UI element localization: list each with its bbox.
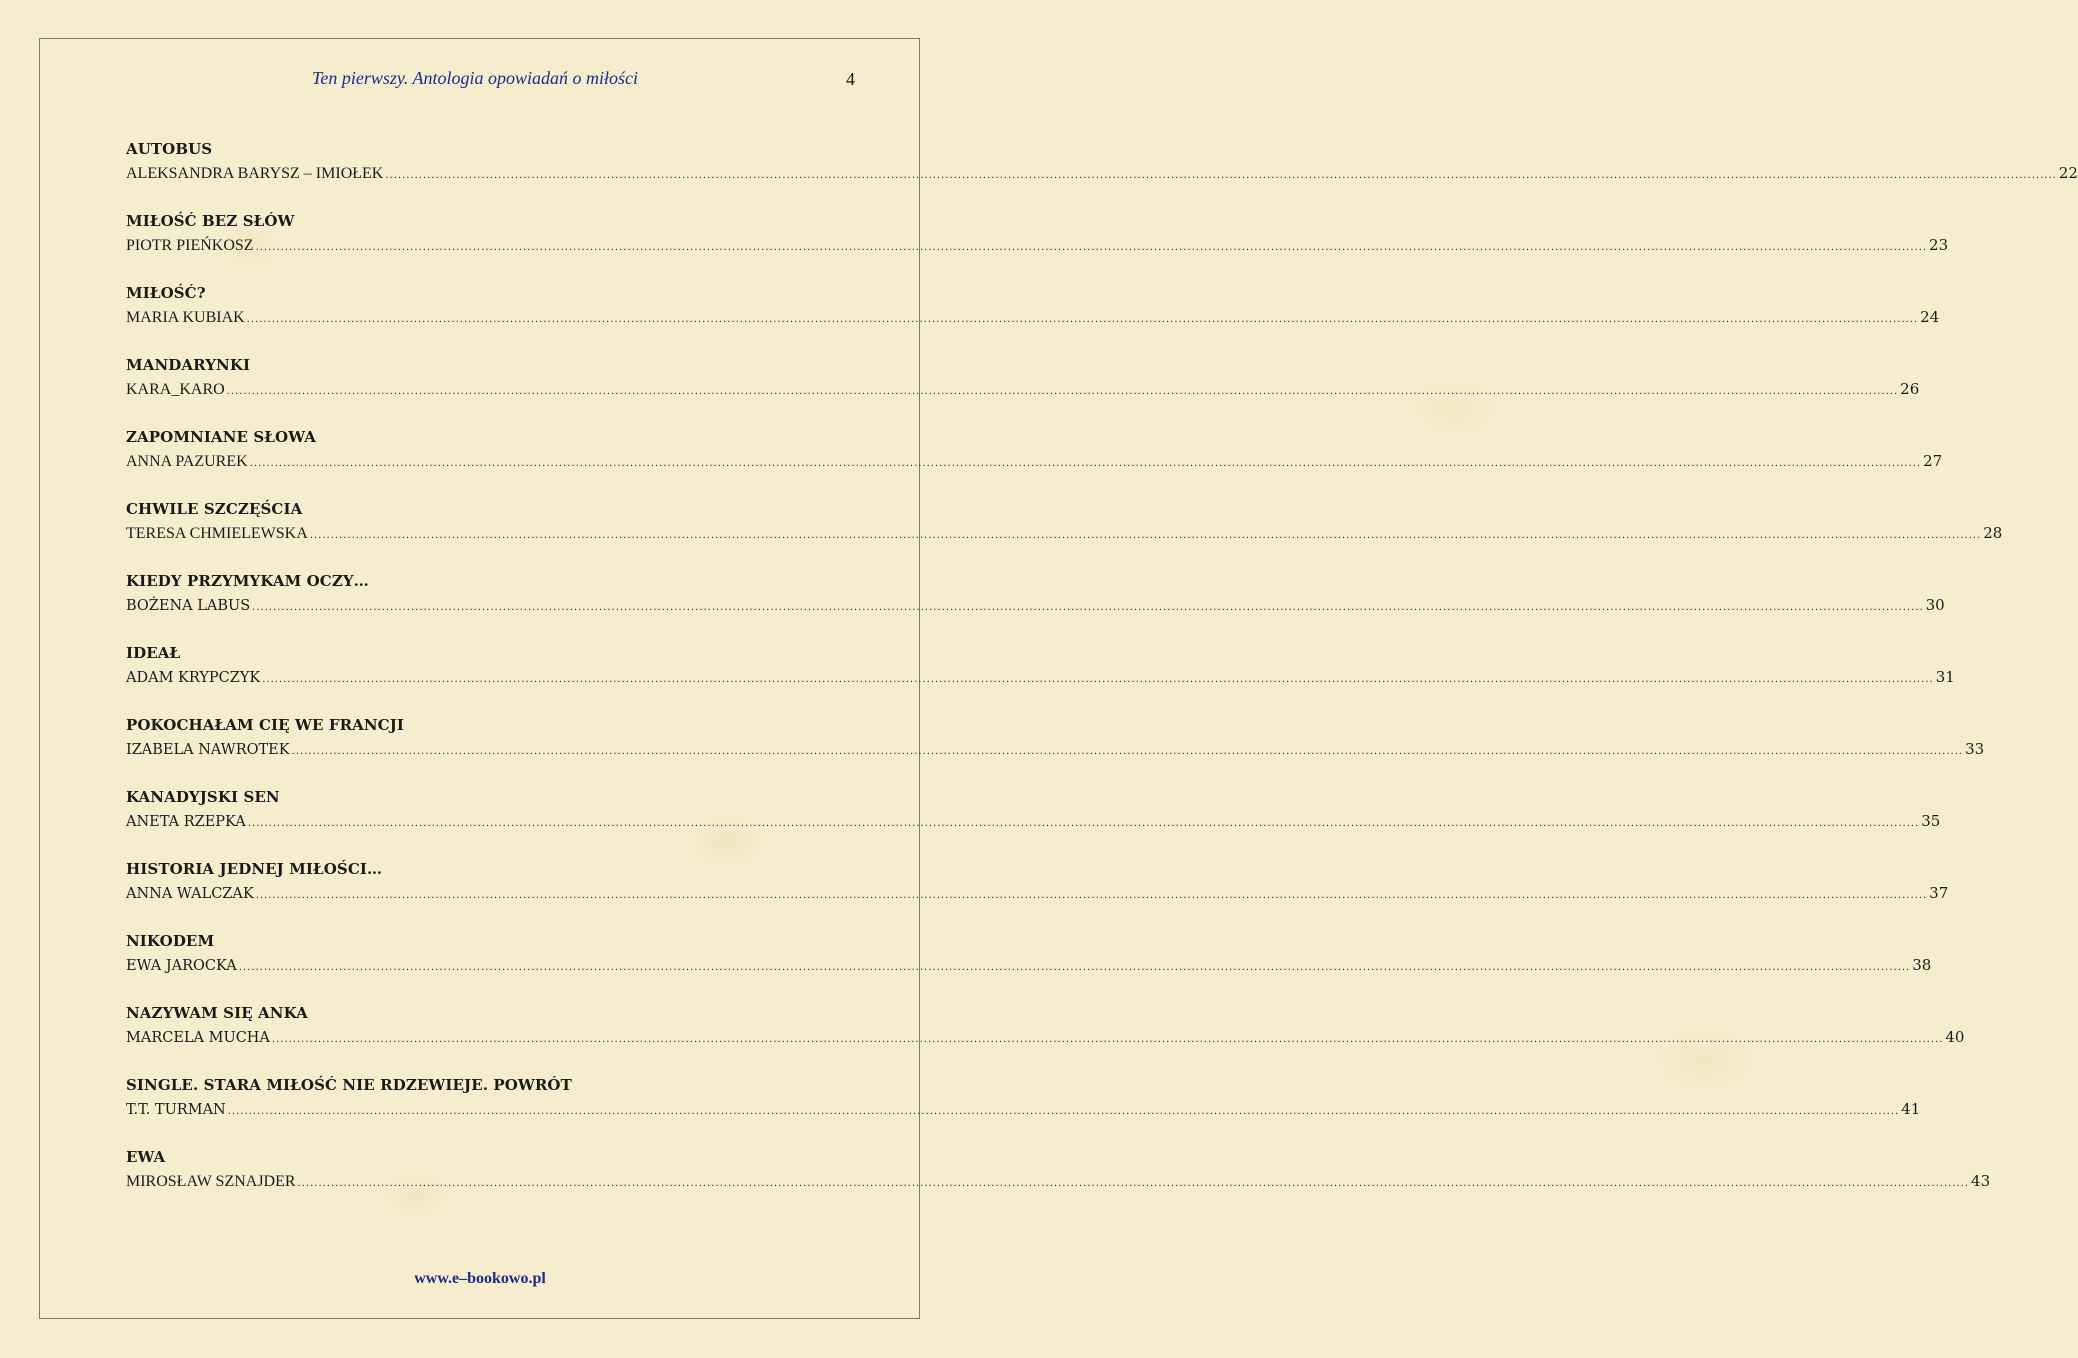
footer-website[interactable]: www.e–bookowo.pl: [414, 1270, 546, 1287]
toc-entry-title: NIKODEM: [126, 932, 215, 950]
toc-entry-page: 27: [1923, 452, 1943, 470]
toc-entry[interactable]: [126, 713, 1985, 785]
toc-entry-title: AUTOBUS: [126, 140, 213, 158]
toc-entry-title: MIŁOŚĆ?: [126, 284, 206, 302]
toc-entry-page: 38: [1912, 956, 1932, 974]
toc-entry-title: KANADYJSKI SEN: [126, 788, 280, 806]
toc-entry-page: 30: [1925, 596, 1945, 614]
toc-entry-page: 28: [1983, 524, 2003, 542]
toc-entry-title: EWA: [126, 1148, 166, 1166]
dot-leader: ................................................................................................................................................................................................................................................................................................................................................................................................................: [271, 1034, 1944, 1045]
toc-entry[interactable]: [126, 137, 2078, 209]
toc-entry[interactable]: [126, 1001, 1965, 1073]
page-number: 4: [846, 69, 855, 89]
toc-entry[interactable]: [126, 569, 1945, 641]
toc-entry-title: MANDARYNKI: [126, 356, 251, 374]
toc-entry[interactable]: [126, 281, 1940, 353]
toc-entry-page: 23: [1929, 236, 1949, 254]
toc-entry-title: HISTORIA JEDNEJ MIŁOŚCI…: [126, 860, 383, 878]
toc-entry-author: TERESA CHMIELEWSKA: [126, 525, 308, 542]
dot-leader: ................................................................................................................................................................................................................................................................................................................................................................................................................: [238, 962, 1911, 973]
toc-entry-page: 24: [1920, 308, 1940, 326]
toc-entry-page: 35: [1921, 812, 1941, 830]
toc-entry-page: 37: [1929, 884, 1949, 902]
toc-entry-page: 43: [1971, 1172, 1991, 1190]
toc-entry-author: ANNA WALCZAK: [126, 886, 254, 902]
toc-entry-title: SINGLE. STARA MIŁOŚĆ NIE RDZEWIEJE. POWRÓT: [126, 1076, 572, 1094]
toc-entry-author: BOŻENA LABUS: [126, 598, 251, 614]
toc-entry-title: KIEDY PRZYMYKAM OCZY…: [126, 572, 369, 590]
toc-entry[interactable]: [126, 1145, 1991, 1217]
toc-entry-author: PIOTR PIEŃKOSZ: [126, 237, 254, 254]
toc-entry[interactable]: [126, 209, 1949, 281]
dot-leader: ................................................................................................................................................................................................................................................................................................................................................................................................................: [255, 890, 1928, 901]
toc-entry-page: 41: [1901, 1100, 1921, 1118]
toc-entry-author: MARIA KUBIAK: [126, 309, 245, 326]
toc-entry[interactable]: [126, 1073, 1921, 1145]
page-header: [0, 68, 960, 92]
toc-entry-title: POKOCHAŁAM CIĘ WE FRANCJI: [126, 716, 405, 734]
toc-entry-title: NAZYWAM SIĘ ANKA: [126, 1004, 308, 1022]
dot-leader: ................................................................................................................................................................................................................................................................................................................................................................................................................: [309, 530, 1982, 541]
toc-entry-author: T.T. TURMAN: [126, 1102, 226, 1118]
dot-leader: ................................................................................................................................................................................................................................................................................................................................................................................................................: [252, 602, 1924, 613]
toc-entry-author: EWA JAROCKA: [126, 958, 237, 974]
running-title: Ten pierwszy. Antologia opowiadań o miłości: [312, 68, 639, 88]
dot-leader: ................................................................................................................................................................................................................................................................................................................................................................................................................: [262, 674, 1934, 685]
dot-leader: ................................................................................................................................................................................................................................................................................................................................................................................................................: [297, 1178, 1970, 1189]
toc-entry-author: ANNA PAZUREK: [126, 453, 248, 470]
dot-leader: ................................................................................................................................................................................................................................................................................................................................................................................................................: [226, 386, 1899, 397]
toc-entry-page: 40: [1945, 1028, 1965, 1046]
toc-entry-author: KARA_KARO: [126, 381, 225, 398]
toc-entry-author: ALEKSANDRA BARYSZ – IMIOŁEK: [126, 165, 384, 182]
toc-entry[interactable]: [126, 497, 2003, 569]
toc-entry-author: IZABELA NAWROTEK: [126, 742, 290, 758]
toc-entry-author: MIROSŁAW SZNAJDER: [126, 1173, 296, 1190]
toc-entry-page: 31: [1935, 668, 1955, 686]
dot-leader: ................................................................................................................................................................................................................................................................................................................................................................................................................: [247, 818, 1920, 829]
dot-leader: ................................................................................................................................................................................................................................................................................................................................................................................................................: [249, 458, 1922, 469]
toc-entry-page: 33: [1965, 740, 1985, 758]
toc-entry[interactable]: [126, 353, 1920, 425]
toc-entry-author: ADAM KRYPCZYK: [126, 670, 261, 686]
dot-leader: ................................................................................................................................................................................................................................................................................................................................................................................................................: [227, 1106, 1900, 1117]
toc-entry-author: ANETA RZEPKA: [126, 814, 246, 830]
toc-entry-title: MIŁOŚĆ BEZ SŁÓW: [126, 212, 295, 230]
toc-entry[interactable]: [126, 785, 1941, 857]
toc-entry-page: 22: [2058, 164, 2078, 182]
dot-leader: ................................................................................................................................................................................................................................................................................................................................................................................................................: [291, 746, 1964, 757]
toc-entry[interactable]: [126, 857, 1949, 929]
toc-entry[interactable]: [126, 641, 1955, 713]
dot-leader: ................................................................................................................................................................................................................................................................................................................................................................................................................: [385, 170, 2057, 181]
toc-entry-title: IDEAŁ: [126, 644, 181, 662]
toc-entry[interactable]: [126, 425, 1943, 497]
toc-entry-author: MARCELA MUCHA: [126, 1030, 270, 1046]
dot-leader: ................................................................................................................................................................................................................................................................................................................................................................................................................: [246, 314, 1919, 325]
table-of-contents: [126, 137, 2078, 1217]
toc-entry-title: ZAPOMNIANE SŁOWA: [126, 428, 316, 446]
toc-entry-title: CHWILE SZCZĘŚCIA: [126, 500, 303, 518]
toc-entry-page: 26: [1900, 380, 1920, 398]
toc-entry[interactable]: [126, 929, 1932, 1001]
dot-leader: ................................................................................................................................................................................................................................................................................................................................................................................................................: [255, 242, 1928, 253]
